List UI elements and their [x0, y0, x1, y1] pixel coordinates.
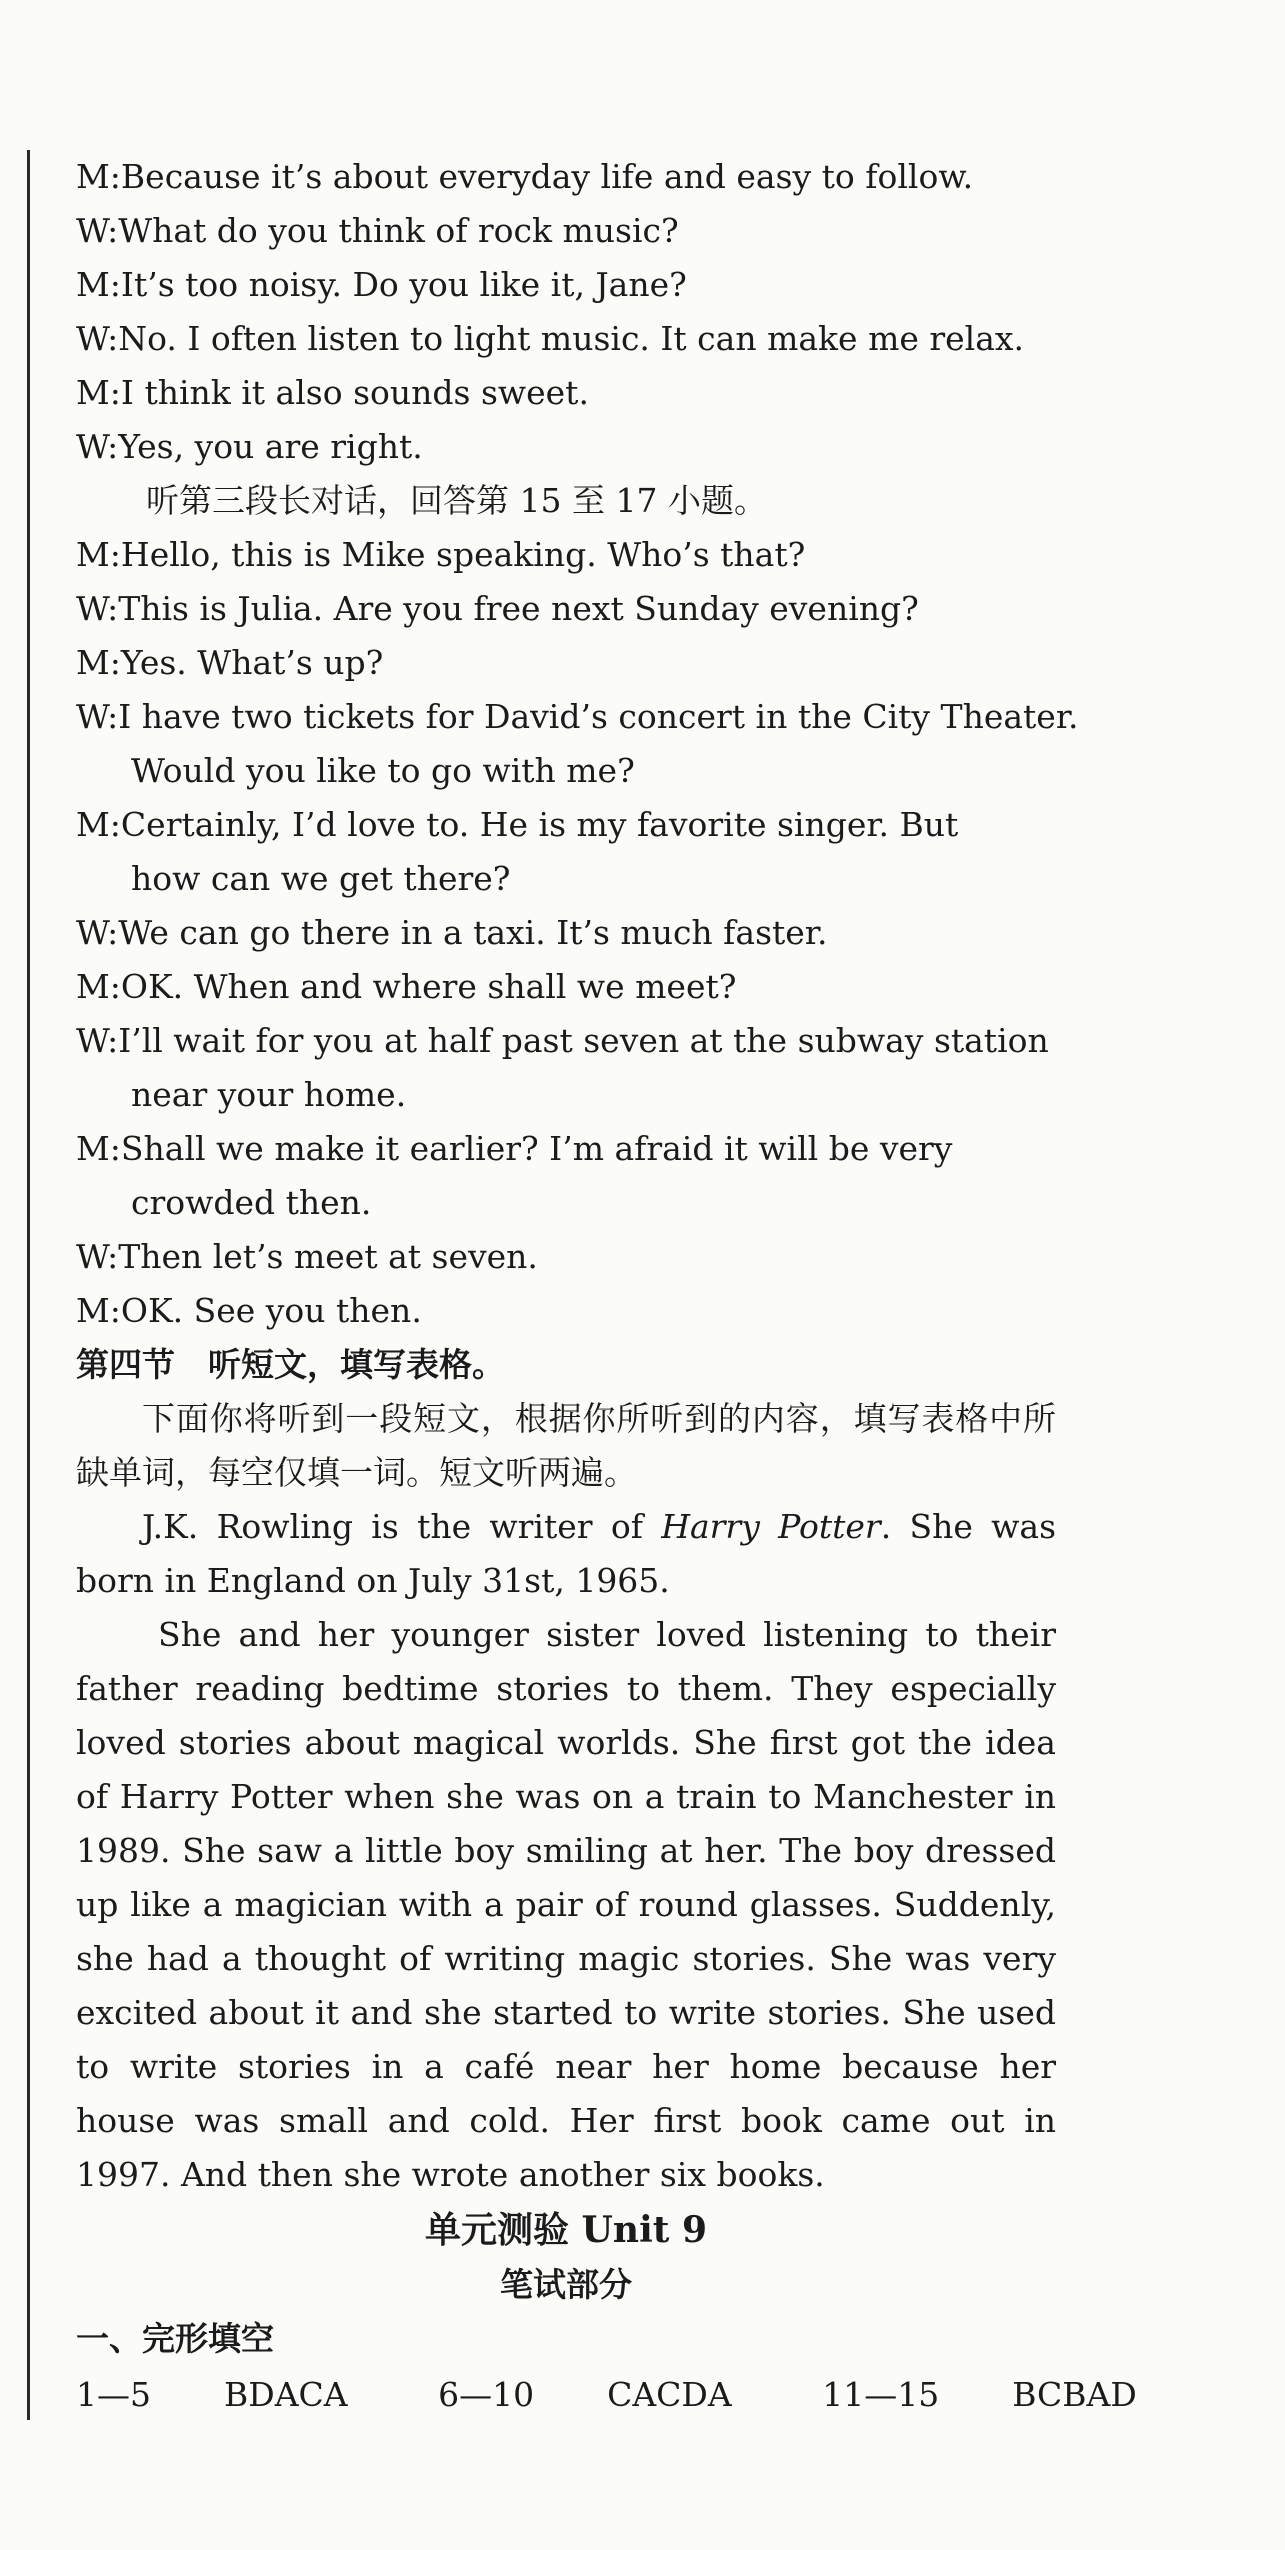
utterance: I’ll wait for you at half past seven at the subway station [118, 1021, 1049, 1060]
speaker: M [76, 373, 110, 412]
passage-paragraph-1 [76, 1500, 1056, 1608]
passage-paragraph-2: She and her younger sister loved listening to their father reading bedtime stories to them. They especially loved stories about magical worlds. She first got the idea of Harry Potter when she was on a train to Manchester in 1989. She saw a little boy smiling at her. The boy dressed up like a magician with a pair of round glasses. Suddenly, she had a thought of writing magic stories. She was very excited about it and she started to write stories. She used to write stories in a café near her home because her house was small and cold. Her first book came out in 1997. And then she wrote another six books. [76, 1615, 1056, 2194]
utterance: It’s too noisy. Do you like it, Jane? [120, 265, 687, 304]
dialogue-line: W:We can go there in a taxi. It’s much faster. [76, 913, 828, 952]
speaker: M [76, 967, 110, 1006]
speaker: M [76, 643, 110, 682]
part1-heading: 一、完形填空 [76, 2319, 274, 2358]
speaker: W [76, 697, 108, 736]
speaker: M [76, 1291, 110, 1330]
dialogue-line: W:Yes, you are right. [76, 427, 423, 466]
section3-instruction: 听第三段长对话，回答第 15 至 17 小题。 [146, 481, 767, 520]
passage-text: . She was born in England on July 31st, 1965. [76, 1507, 1057, 1600]
dialogue-line: W:I’ll wait for you at half past seven at the subway station [76, 1021, 1049, 1060]
speaker: M [76, 535, 110, 574]
speaker: W [76, 1237, 108, 1276]
utterance: I think it also sounds sweet. [120, 373, 589, 412]
utterance: Then let’s meet at seven. [118, 1237, 538, 1276]
answer-keys: CACDA [607, 2375, 732, 2414]
dialogue-continuation: Would you like to go with me? [131, 751, 635, 790]
speaker: W [76, 589, 108, 628]
answer-keys: BDACA [223, 2375, 348, 2414]
answer-row [76, 2366, 1137, 2424]
dialogue-line: M:Shall we make it earlier? I’m afraid it will be very [76, 1129, 953, 1168]
speaker: W [76, 319, 108, 358]
answer-range: 11—15 [822, 2375, 940, 2414]
dialogue-2 [76, 528, 1079, 1338]
utterance: Hello, this is Mike speaking. Who’s that? [120, 535, 806, 574]
speaker: M [76, 805, 110, 844]
speaker: M [76, 157, 110, 196]
dialogue-line: M:Certainly, I’d love to. He is my favorite singer. But [76, 805, 959, 844]
dialogue-line: M:OK. See you then. [76, 1291, 422, 1330]
unit-subtitle: 笔试部分 [500, 2265, 632, 2304]
section4-heading: 第四节 听短文，填写表格。 [76, 1345, 505, 1384]
utterance: Certainly, I’d love to. He is my favorite singer. But [120, 805, 959, 844]
dialogue-line: M:Because it’s about everyday life and easy to follow. [76, 157, 974, 196]
speaker: M [76, 265, 110, 304]
utterance: This is Julia. Are you free next Sunday evening? [118, 589, 919, 628]
utterance: OK. When and where shall we meet? [120, 967, 737, 1006]
dialogue-1 [76, 150, 1056, 474]
utterance: I have two tickets for David’s concert in the City Theater. [118, 697, 1079, 736]
answer-group [822, 2375, 1173, 2414]
dialogue-line: M:Yes. What’s up? [76, 643, 384, 682]
passage-text: J.K. Rowling is the writer of [142, 1507, 662, 1546]
answer-key-page [76, 150, 1137, 2424]
answer-group [76, 2375, 384, 2414]
section4-instruction: 下面你将听到一段短文，根据你所听到的内容，填写表格中所缺单词，每空仅填一词。短文听两遍。 [76, 1399, 1056, 1492]
utterance: Shall we make it earlier? I’m afraid it will be very [120, 1129, 953, 1168]
utterance: What do you think of rock music? [118, 211, 679, 250]
speaker: W [76, 913, 108, 952]
speaker: W [76, 211, 108, 250]
dialogue-line: W:What do you think of rock music? [76, 211, 679, 250]
answer-range: 1—5 [76, 2375, 151, 2414]
dialogue-line: M:OK. When and where shall we meet? [76, 967, 737, 1006]
dialogue-line: W:No. I often listen to light music. It can make me relax. [76, 319, 1025, 358]
answer-group [438, 2375, 768, 2414]
dialogue-line: W:This is Julia. Are you free next Sunday evening? [76, 589, 919, 628]
dialogue-line: M:Hello, this is Mike speaking. Who’s that? [76, 535, 806, 574]
unit-title: 单元测验 Unit 9 [425, 2209, 707, 2251]
dialogue-line: M:It’s too noisy. Do you like it, Jane? [76, 265, 687, 304]
dialogue-line: W:Then let’s meet at seven. [76, 1237, 538, 1276]
utterance: Yes. What’s up? [120, 643, 384, 682]
speaker: W [76, 1021, 108, 1060]
speaker: M [76, 1129, 110, 1168]
book-title: Harry Potter [661, 1507, 881, 1546]
utterance: Yes, you are right. [118, 427, 423, 466]
answer-keys: BCBAD [1012, 2375, 1137, 2414]
dialogue-line: M:I think it also sounds sweet. [76, 373, 589, 412]
dialogue-continuation: crowded then. [131, 1183, 372, 1222]
dialogue-line: W:I have two tickets for David’s concert in the City Theater. [76, 697, 1079, 736]
utterance: No. I often listen to light music. It can make me relax. [118, 319, 1025, 358]
utterance: OK. See you then. [120, 1291, 422, 1330]
dialogue-continuation: how can we get there? [131, 859, 511, 898]
utterance: Because it’s about everyday life and easy to follow. [120, 157, 974, 196]
utterance: We can go there in a taxi. It’s much faster. [118, 913, 828, 952]
speaker: W [76, 427, 108, 466]
dialogue-continuation: near your home. [131, 1075, 407, 1114]
margin-rule [27, 150, 30, 2420]
answer-range: 6—10 [438, 2375, 535, 2414]
